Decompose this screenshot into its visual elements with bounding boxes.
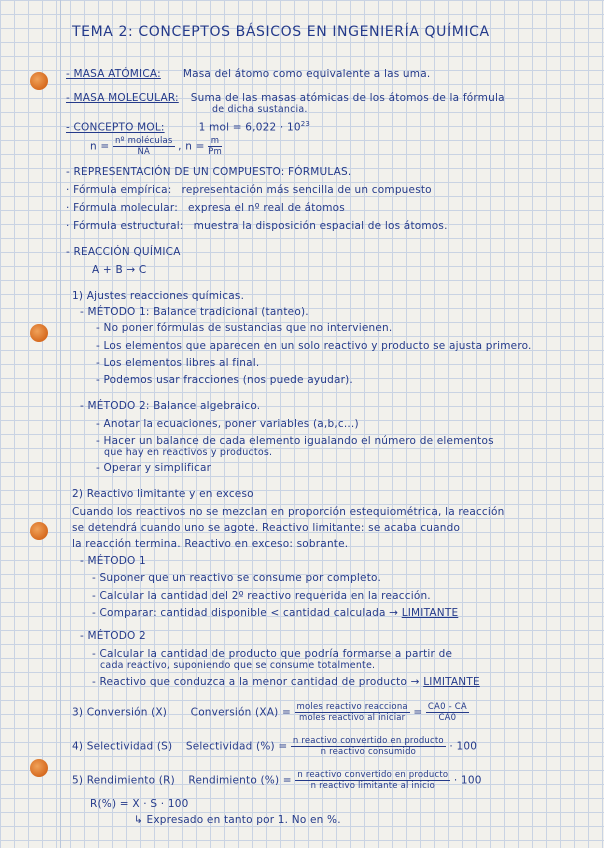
note-line: · Fórmula estructural: muestra la disposición espacial de los átomos. bbox=[66, 220, 448, 232]
note-line: - Los elementos libres al final. bbox=[96, 357, 260, 369]
note-line: de dicha sustancia. bbox=[212, 104, 308, 115]
note-line: - CONCEPTO MOL: 1 mol = $6,022 \cdot 10^{23}$ bbox=[66, 120, 311, 134]
note-line: - MASA MOLECULAR: Suma de las masas atómicas de los átomos de la fórmula bbox=[66, 92, 505, 104]
note-line: - MÉTODO 1: Balance tradicional (tanteo). bbox=[80, 306, 309, 318]
binder-hole bbox=[30, 522, 48, 540]
note-line: - Podemos usar fracciones (nos puede ayudar). bbox=[96, 374, 353, 386]
note-line: - Operar y simplificar bbox=[96, 462, 212, 474]
note-line: - REACCIÓN QUÍMICA bbox=[66, 246, 181, 258]
note-line: cada reactivo, suponiendo que se consume totalmente. bbox=[100, 660, 376, 671]
page-title: TEMA 2: CONCEPTOS BÁSICOS EN INGENIERÍA QUÍMICA bbox=[72, 24, 490, 40]
note-line: - Suponer que un reactivo se consume por completo. bbox=[92, 572, 382, 584]
note-line: - Calcular la cantidad del 2º reactivo requerida en la reacción. bbox=[92, 590, 431, 602]
note-line: - Los elementos que aparecen en un solo reactivo y producto se ajusta primero. bbox=[96, 340, 532, 352]
note-line: - MÉTODO 2: Balance algebraico. bbox=[80, 400, 261, 412]
note-line: ↳ Expresado en tanto por 1. No en %. bbox=[134, 814, 341, 826]
note-line: - Hacer un balance de cada elemento igualando el número de elementos bbox=[96, 435, 494, 447]
binder-hole bbox=[30, 759, 48, 777]
margin-line bbox=[60, 0, 61, 848]
note-line: se detendrá cuando uno se agote. Reactivo limitante: se acaba cuando bbox=[72, 522, 461, 534]
note-line: - Comparar: cantidad disponible < cantidad calculada → LIMITANTE bbox=[92, 607, 459, 619]
note-line: - No poner fórmulas de sustancias que no intervienen. bbox=[96, 322, 393, 334]
section-heading: 2) Reactivo limitante y en exceso bbox=[72, 488, 254, 500]
note-line: Cuando los reactivos no se mezclan en proporción estequiométrica, la reacción bbox=[72, 506, 505, 518]
conversion-formula: 3) Conversión (X) Conversión (XA) = $\frac{\text{moles reactivo reacciona}}{\text{moles reactivo al iniciar}}$ = $\frac{CA0 - CA}{CA0}$ bbox=[72, 702, 467, 723]
binder-hole bbox=[30, 72, 48, 90]
note-line: que hay en reactivos y productos. bbox=[104, 447, 273, 458]
note-line: - Reactivo que conduzca a la menor cantidad de producto → LIMITANTE bbox=[92, 676, 480, 688]
selectivity-formula: 4) Selectividad (S) Selectividad (%) = $\frac{\text{n reactivo convertido en producto}}{\text{n reactivo consumido}}$ · 100 bbox=[72, 736, 478, 757]
note-line: - REPRESENTACIÓN DE UN COMPUESTO: FÓRMULAS. bbox=[66, 166, 352, 178]
note-line: - MÉTODO 2 bbox=[80, 630, 146, 642]
note-line: - Anotar la ecuaciones, poner variables (a,b,c...) bbox=[96, 418, 359, 430]
formula-mol: n = $\frac{\text{nº moléculas}}{NA}$ , n = $\frac{m}{Pm}$ bbox=[90, 136, 222, 157]
note-line: - MASA ATÓMICA: Masa del átomo como equivalente a las uma. bbox=[66, 68, 431, 80]
note-line: - MÉTODO 1 bbox=[80, 555, 146, 567]
note-line: R(%) = X · S · 100 bbox=[90, 798, 189, 810]
section-heading: 1) Ajustes reacciones químicas. bbox=[72, 290, 245, 302]
note-line: · Fórmula molecular: expresa el nº real de átomos bbox=[66, 202, 345, 214]
reaction-equation: A + B → C bbox=[92, 264, 147, 276]
note-line: - Calcular la cantidad de producto que podría formarse a partir de bbox=[92, 648, 453, 660]
yield-formula: 5) Rendimiento (R) Rendimiento (%) = $\frac{\text{n reactivo convertido en producto}}{\text{n reactivo limitante al inicio}}$ · 100 bbox=[72, 770, 482, 791]
note-line: · Fórmula empírica: representación más sencilla de un compuesto bbox=[66, 184, 432, 196]
note-line: la reacción termina. Reactivo en exceso: sobrante. bbox=[72, 538, 349, 550]
binder-hole bbox=[30, 324, 48, 342]
